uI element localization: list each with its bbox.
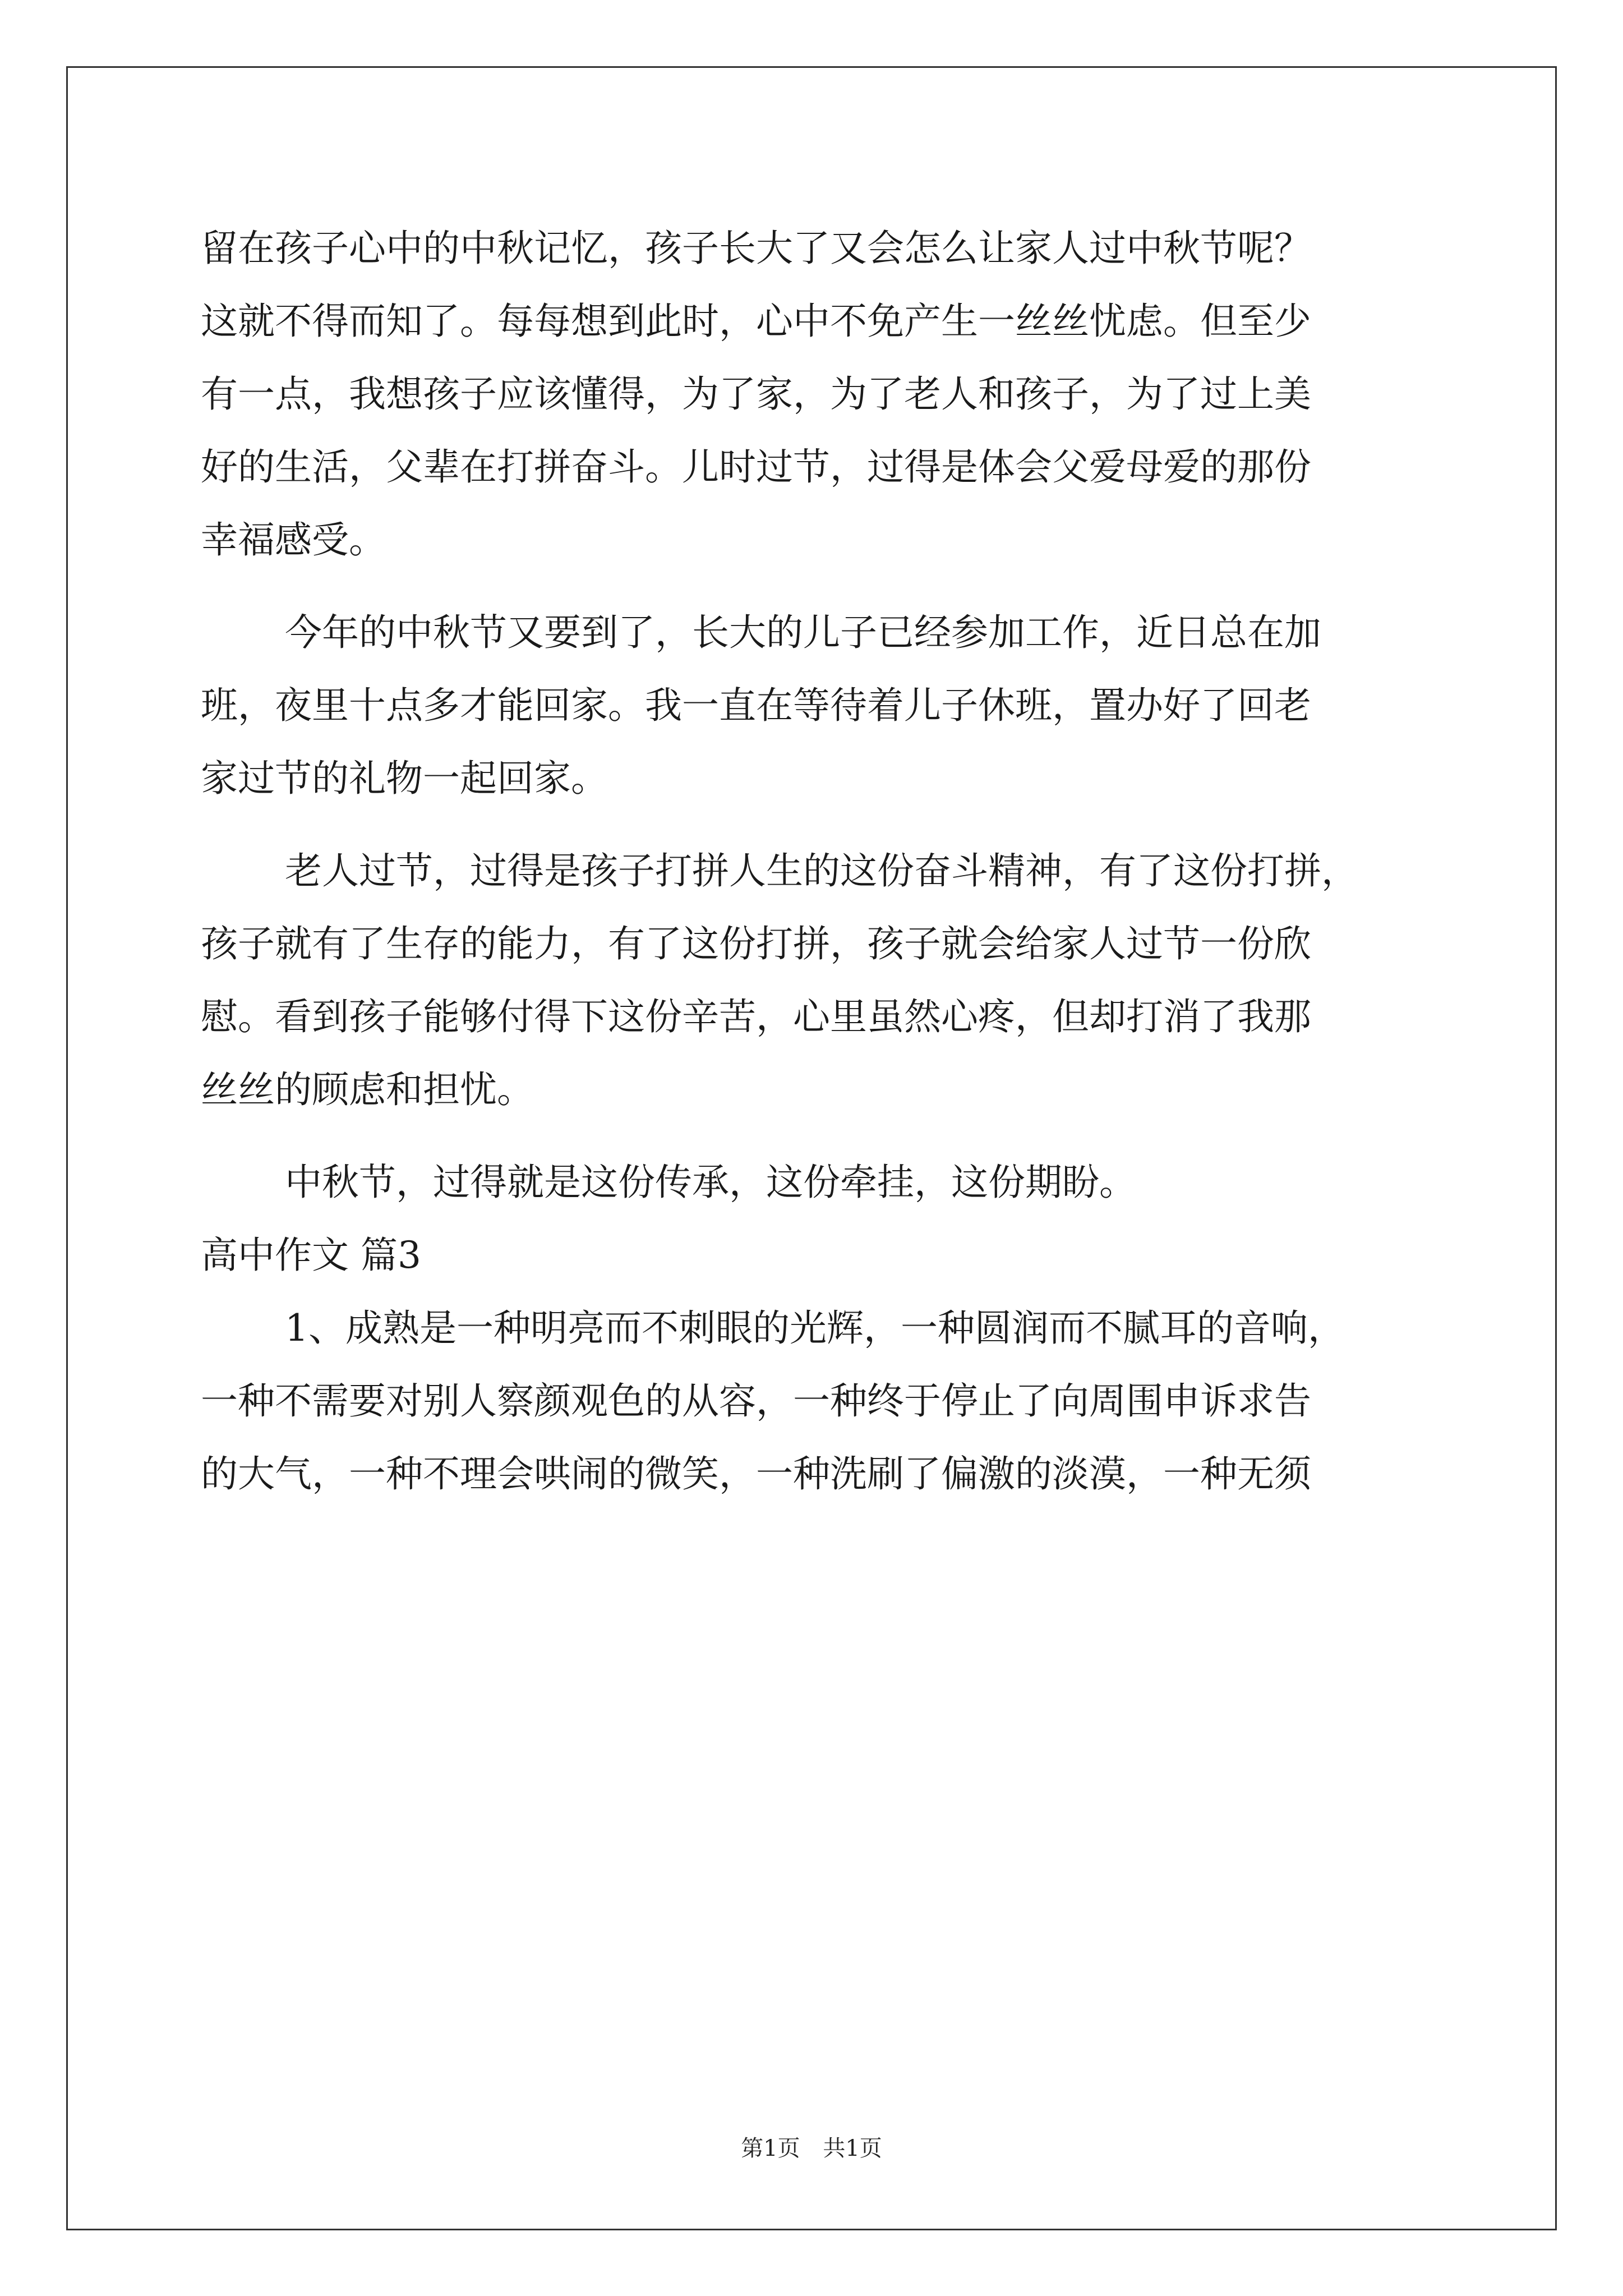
- page-total: 共1页: [823, 2136, 882, 2161]
- text-line: 班，夜里十点多才能回家。我一直在等待着儿子休班，置办好了回老: [201, 684, 1311, 727]
- text-line: 好的生活，父辈在打拼奋斗。儿时过节，过得是体会父爱母爱的那份: [201, 445, 1311, 489]
- text-line: 家过节的礼物一起回家。: [201, 757, 608, 800]
- page-number: 第1页: [741, 2136, 800, 2161]
- text-line: 1、成熟是一种明亮而不刺眼的光辉，一种圆润而不腻耳的音响，: [285, 1306, 1345, 1350]
- text-line: 丝丝的顾虑和担忧。: [201, 1068, 534, 1111]
- text-line: 孩子就有了生存的能力，有了这份打拼，孩子就会给家人过节一份欣: [201, 922, 1311, 965]
- text-line: 中秋节，过得就是这份传承，这份牵挂，这份期盼。: [285, 1161, 1136, 1204]
- text-line: 老人过节，过得是孩子打拼人生的这份奋斗精神，有了这份打拼，: [285, 849, 1358, 892]
- text-line: 幸福感受。: [201, 518, 386, 562]
- text-line: 的大气，一种不理会哄闹的微笑，一种洗刷了偏激的淡漠，一种无须: [201, 1452, 1311, 1496]
- text-line: 今年的中秋节又要到了，长大的儿子已经参加工作，近日总在加: [285, 611, 1321, 654]
- text-line: 慰。看到孩子能够付得下这份辛苦，心里虽然心疼，但却打消了我那: [201, 995, 1311, 1038]
- text-line: 留在孩子心中的中秋记忆，孩子长大了又会怎么让家人过中秋节呢？: [201, 227, 1311, 270]
- text-line: 一种不需要对别人察颜观色的从容，一种终于停止了向周围申诉求告: [201, 1379, 1311, 1423]
- text-line: 这就不得而知了。每每想到此时，心中不免产生一丝丝忧虑。但至少: [201, 300, 1311, 343]
- section-heading: 高中作文 篇3: [201, 1234, 421, 1277]
- page-footer: [0, 2132, 1623, 2165]
- text-line: 有一点，我想孩子应该懂得，为了家，为了老人和孩子，为了过上美: [201, 372, 1311, 416]
